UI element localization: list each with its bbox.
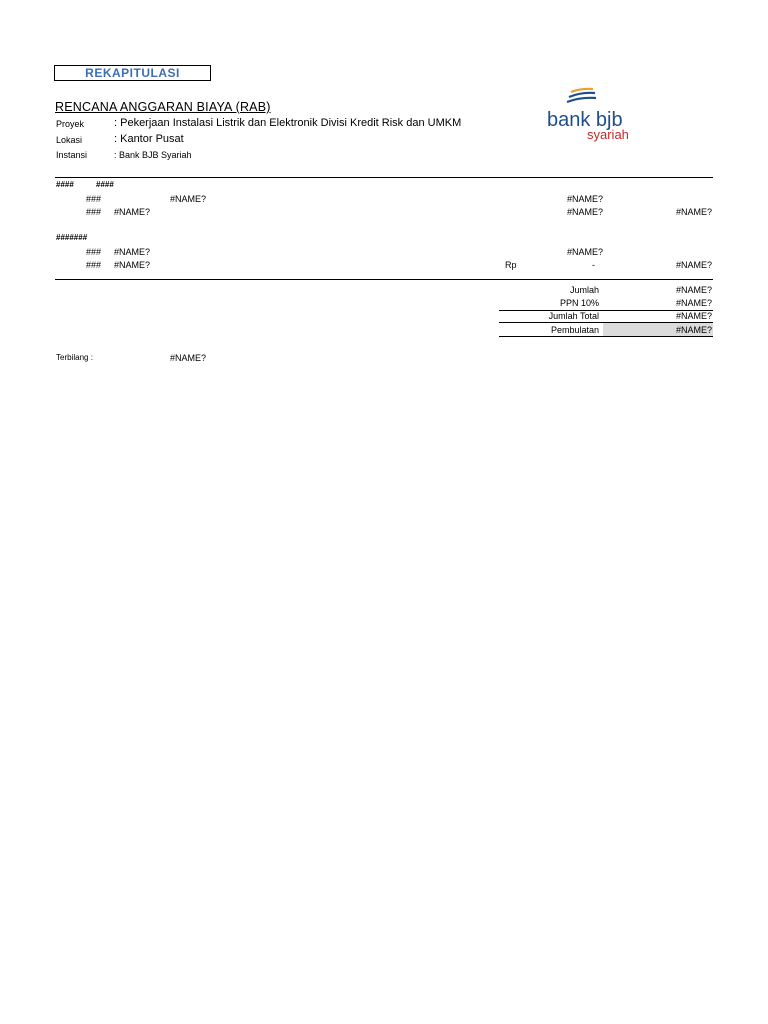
section-1-row-2-num: ### <box>86 207 102 217</box>
body-rule <box>55 279 713 280</box>
summary-value-jumlah-total: #NAME? <box>675 311 712 321</box>
terbilang-value: #NAME? <box>170 353 207 363</box>
summary-label-jumlah: Jumlah <box>569 285 599 295</box>
field-label-lokasi: Lokasi <box>56 135 83 145</box>
field-value-instansi: : Bank BJB Syariah <box>114 150 192 160</box>
summary-value-ppn: #NAME? <box>675 298 712 308</box>
terbilang-label: Terbilang : <box>56 353 93 362</box>
field-value-proyek: : Pekerjaan Instalasi Listrik dan Elektronik Divisi Kredit Risk dan UMKM <box>114 117 462 129</box>
header-rule <box>55 177 713 178</box>
summary-label-jumlah-total: Jumlah Total <box>548 311 599 321</box>
logo-text-bank-bjb: bank bjb <box>547 109 623 131</box>
field-label-proyek: Proyek <box>56 119 85 129</box>
summary-rule-3 <box>499 336 713 337</box>
section-1-row-1-col3: #NAME? <box>566 194 603 204</box>
field-value-lokasi: : Kantor Pusat <box>114 133 184 145</box>
section-2-row-1-col3: #NAME? <box>566 247 603 257</box>
summary-value-jumlah: #NAME? <box>675 285 712 295</box>
section-2-row-2-col3: - <box>592 260 595 270</box>
section-2-head-a: ####### <box>56 233 88 242</box>
bank-bjb-syariah-logo <box>545 86 635 146</box>
section-1-row-2-desc: #NAME? <box>114 207 151 217</box>
section-1-head-b: #### <box>96 180 114 189</box>
summary-label-pembulatan: Pembulatan <box>550 325 599 335</box>
section-2-row-1-desc: #NAME? <box>114 247 151 257</box>
section-2-row-1-num: ### <box>86 247 102 257</box>
section-2-row-2-col4: #NAME? <box>675 260 712 270</box>
rab-title: RENCANA ANGGARAN BIAYA (RAB) <box>55 100 271 114</box>
rekapitulasi-title-box: REKAPITULASI <box>54 65 211 81</box>
field-label-instansi: Instansi <box>56 150 88 160</box>
section-1-head-a: #### <box>56 180 74 189</box>
section-1-row-2-col3: #NAME? <box>566 207 603 217</box>
logo-text-syariah: syariah <box>587 127 629 142</box>
section-2-row-2-rp: Rp <box>505 260 517 270</box>
section-2-row-2-num: ### <box>86 260 102 270</box>
section-1-row-1-num: ### <box>86 194 102 204</box>
summary-value-pembulatan: #NAME? <box>675 325 712 335</box>
summary-label-ppn: PPN 10% <box>559 298 599 308</box>
section-2-row-2-desc: #NAME? <box>114 260 151 270</box>
section-1-row-2-col4: #NAME? <box>675 207 712 217</box>
logo-stripes-icon <box>545 86 635 146</box>
section-1-row-1-mid: #NAME? <box>170 194 207 204</box>
